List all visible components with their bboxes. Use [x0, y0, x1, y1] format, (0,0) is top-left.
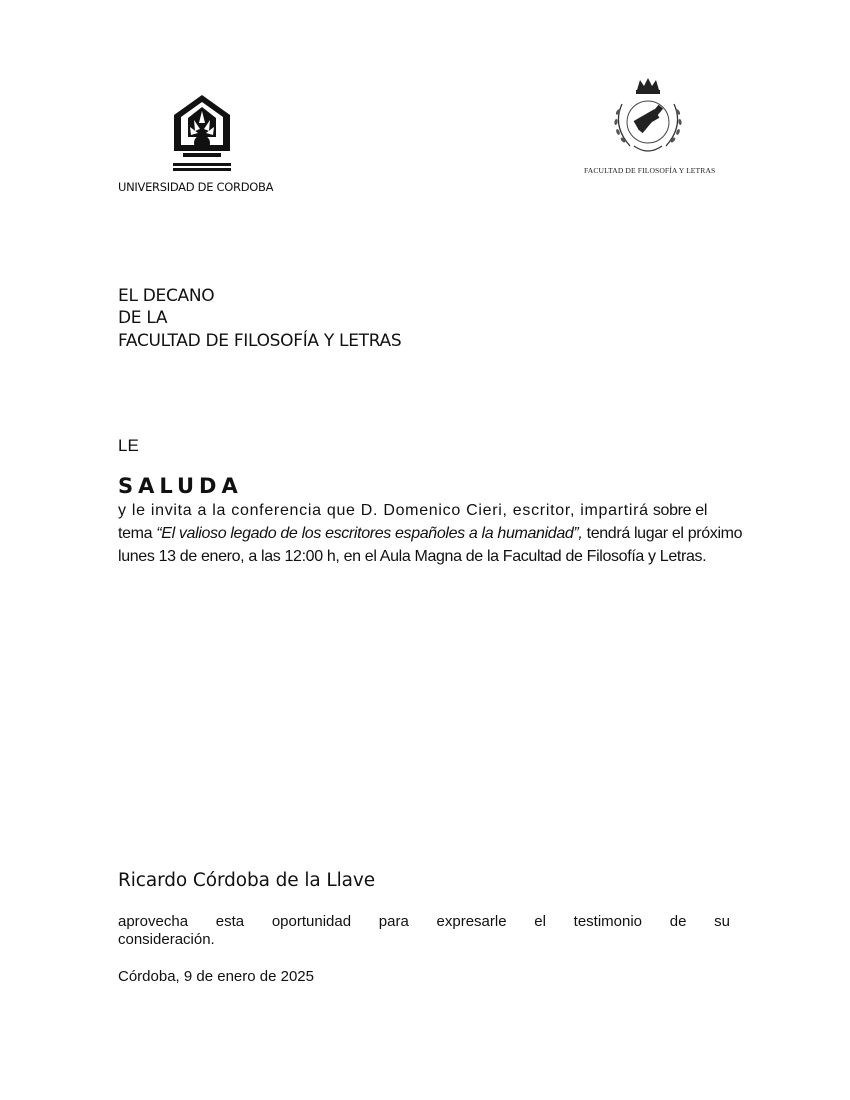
closing-line-2: consideración. [118, 931, 215, 948]
signer-name: Ricardo Córdoba de la Llave [118, 870, 376, 891]
dean-title: EL DECANO [118, 286, 215, 306]
le-text: LE [118, 436, 139, 455]
faculty-name: FACULTAD DE FILOSOFÍA Y LETRAS [584, 166, 716, 175]
letter-date: Córdoba, 9 de enero de 2025 [118, 968, 314, 985]
body-line-2-start: tema [118, 525, 157, 542]
university-name: UNIVERSIDAD DE CORDOBA [118, 180, 274, 194]
closing-line-1: aprovecha esta oportunidad para expresarle el testimonio de su [118, 913, 730, 930]
body-line-1-invitation: y le invita a la conferencia que D. Domenico Cieri, escritor, impartirá [118, 502, 649, 519]
faculty-seal [608, 76, 688, 158]
university-logo [172, 93, 232, 173]
faculty-line: FACULTAD DE FILOSOFÍA Y LETRAS [118, 331, 402, 351]
saluda-heading: SALUDA [118, 474, 243, 498]
body-line-2-end: tendrá lugar el próximo [582, 525, 743, 542]
body-line-1-end: sobre el [652, 502, 708, 519]
conference-title: “El valioso legado de los escritores españoles a la humanidad”, [156, 525, 583, 542]
body-line-1 [118, 502, 707, 520]
body-line-2 [118, 525, 742, 543]
body-line-3: lunes 13 de enero, a las 12:00 h, en el Aula Magna de la Facultad de Filosofía y Letras. [118, 548, 707, 565]
dean-of: DE LA [118, 308, 168, 328]
